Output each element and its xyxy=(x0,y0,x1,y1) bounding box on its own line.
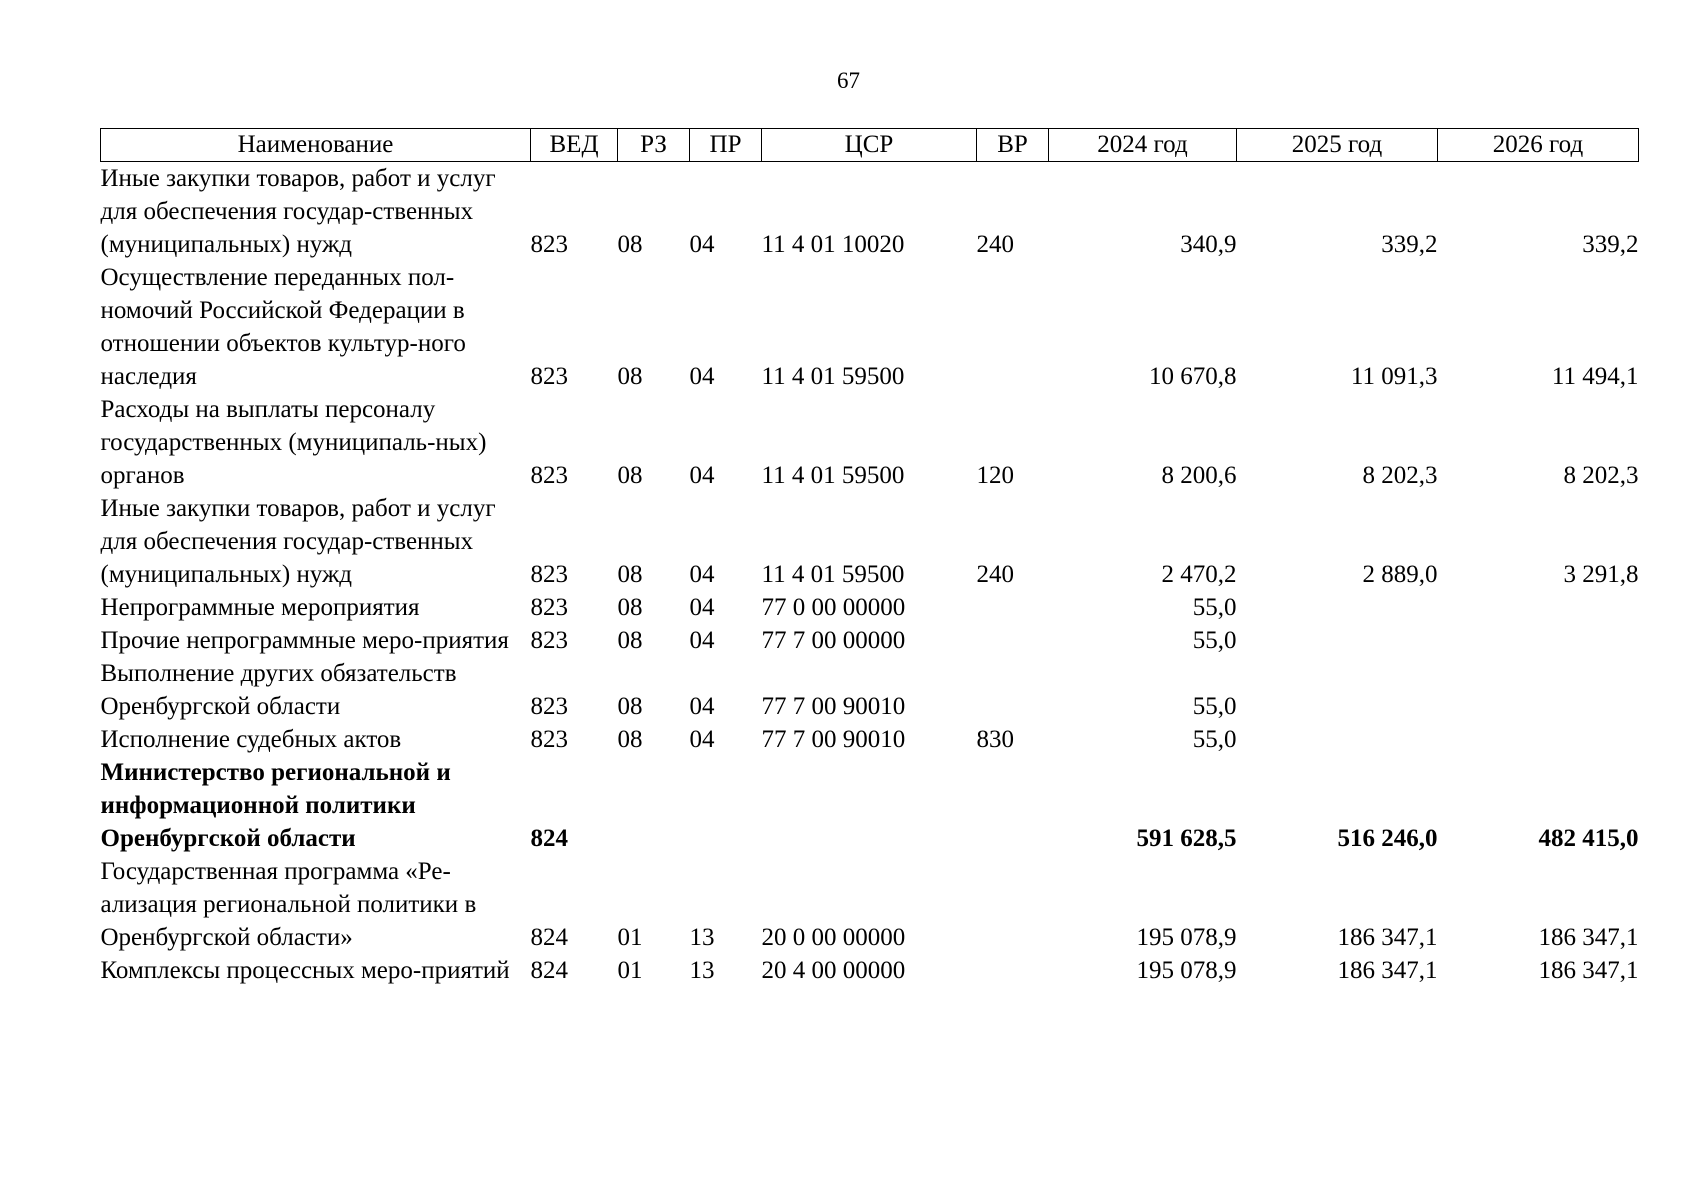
cell-ved: 823 xyxy=(530,231,568,258)
cell-2025 xyxy=(1237,624,1438,657)
cell-2026: 186 347,1 xyxy=(1538,924,1639,951)
table-row xyxy=(101,855,1639,954)
cell-2025: 186 347,1 xyxy=(1337,924,1438,951)
cell-rz: 01 xyxy=(617,924,643,951)
cell-2025: 186 347,1 xyxy=(1337,957,1438,984)
cell-2026 xyxy=(1438,624,1639,657)
cell-csr xyxy=(762,756,977,855)
cell-name: Иные закупки товаров, работ и услуг для обеспечения государ-ственных (муниципальных) нужд xyxy=(100,495,496,588)
cell-2024: 2 470,2 xyxy=(1161,561,1237,588)
cell-vr xyxy=(977,756,1049,855)
header-vr: ВР xyxy=(977,129,1049,162)
cell-csr: 77 7 00 90010 xyxy=(761,693,906,720)
cell-rz: 08 xyxy=(617,231,643,258)
cell-2025: 516 246,0 xyxy=(1337,825,1438,852)
cell-2026 xyxy=(1438,723,1639,756)
cell-2026: 11 494,1 xyxy=(1551,363,1639,390)
cell-ved: 823 xyxy=(530,363,568,390)
cell-pr: 04 xyxy=(689,462,715,489)
cell-rz xyxy=(618,756,690,855)
cell-vr: 830 xyxy=(976,726,1014,753)
cell-rz: 08 xyxy=(617,726,643,753)
header-name: Наименование xyxy=(101,129,531,162)
cell-2024: 195 078,9 xyxy=(1136,924,1237,951)
header-2026: 2026 год xyxy=(1438,129,1639,162)
cell-rz: 08 xyxy=(617,594,643,621)
cell-pr: 04 xyxy=(689,693,715,720)
cell-2024: 55,0 xyxy=(1192,693,1237,720)
cell-2024: 195 078,9 xyxy=(1136,957,1237,984)
cell-2025 xyxy=(1237,723,1438,756)
cell-pr: 13 xyxy=(689,957,715,984)
table-row xyxy=(101,162,1639,262)
cell-ved: 824 xyxy=(530,957,568,984)
table-row xyxy=(101,723,1639,756)
cell-2026: 8 202,3 xyxy=(1563,462,1639,489)
cell-2025: 339,2 xyxy=(1381,231,1438,258)
cell-name: Министерство региональной и информационной политики Оренбургской области xyxy=(100,759,451,852)
cell-vr xyxy=(977,591,1049,624)
cell-name: Непрограммные мероприятия xyxy=(100,594,420,621)
cell-pr: 04 xyxy=(689,726,715,753)
cell-name: Осуществление переданных пол-номочий Российской Федерации в отношении объектов культур-ного наследия xyxy=(100,264,466,390)
cell-name: Исполнение судебных актов xyxy=(100,726,402,753)
cell-pr: 04 xyxy=(689,594,715,621)
cell-pr: 13 xyxy=(689,924,715,951)
header-row xyxy=(101,129,1639,162)
cell-2025: 2 889,0 xyxy=(1362,561,1438,588)
cell-name: Иные закупки товаров, работ и услуг для обеспечения государ-ственных (муниципальных) нужд xyxy=(100,165,496,258)
cell-vr xyxy=(977,261,1049,393)
cell-rz: 08 xyxy=(617,561,643,588)
cell-ved: 823 xyxy=(530,594,568,621)
cell-vr xyxy=(977,855,1049,954)
header-rz: РЗ xyxy=(618,129,690,162)
cell-2025 xyxy=(1237,657,1438,723)
cell-2024: 55,0 xyxy=(1192,627,1237,654)
table-row xyxy=(101,393,1639,492)
cell-2026 xyxy=(1438,591,1639,624)
cell-csr: 20 4 00 00000 xyxy=(761,957,906,984)
cell-csr: 11 4 01 10020 xyxy=(761,231,905,258)
cell-vr xyxy=(977,624,1049,657)
cell-2026: 3 291,8 xyxy=(1563,561,1639,588)
cell-2026: 482 415,0 xyxy=(1538,825,1639,852)
cell-rz: 08 xyxy=(617,462,643,489)
cell-name: Выполнение других обязательств Оренбургской области xyxy=(100,660,457,720)
cell-ved: 823 xyxy=(530,561,568,588)
cell-2024: 55,0 xyxy=(1192,726,1237,753)
cell-vr: 120 xyxy=(976,462,1014,489)
table-row xyxy=(101,261,1639,393)
cell-csr: 77 0 00 00000 xyxy=(761,594,906,621)
cell-ved: 824 xyxy=(530,825,568,852)
table-row xyxy=(101,954,1639,987)
cell-pr xyxy=(690,756,762,855)
table-row xyxy=(101,591,1639,624)
page-number: 67 xyxy=(837,68,860,93)
cell-name: Расходы на выплаты персоналу государственных (муниципаль-ных) органов xyxy=(100,396,487,489)
cell-csr: 11 4 01 59500 xyxy=(761,561,905,588)
cell-pr: 04 xyxy=(689,561,715,588)
cell-name: Комплексы процессных меро-приятий xyxy=(100,957,510,984)
cell-ved: 823 xyxy=(530,627,568,654)
cell-csr: 11 4 01 59500 xyxy=(761,462,905,489)
header-2025: 2025 год xyxy=(1237,129,1438,162)
cell-pr: 04 xyxy=(689,363,715,390)
cell-2024: 8 200,6 xyxy=(1161,462,1237,489)
cell-rz: 08 xyxy=(617,363,643,390)
cell-pr: 04 xyxy=(689,627,715,654)
cell-ved: 823 xyxy=(530,462,568,489)
cell-ved: 823 xyxy=(530,726,568,753)
cell-ved: 823 xyxy=(530,693,568,720)
cell-csr: 20 0 00 00000 xyxy=(761,924,906,951)
cell-rz: 08 xyxy=(617,693,643,720)
budget-table xyxy=(100,128,1639,987)
cell-csr: 11 4 01 59500 xyxy=(761,363,905,390)
cell-vr xyxy=(977,954,1049,987)
cell-2025: 11 091,3 xyxy=(1350,363,1438,390)
cell-2026: 186 347,1 xyxy=(1538,957,1639,984)
table-row xyxy=(101,492,1639,591)
cell-csr: 77 7 00 90010 xyxy=(761,726,906,753)
cell-2024: 591 628,5 xyxy=(1136,825,1237,852)
cell-name: Государственная программа «Ре-ализация региональной политики в Оренбургской области» xyxy=(100,858,477,951)
cell-name: Прочие непрограммные меро-приятия xyxy=(100,627,509,654)
table-row xyxy=(101,756,1639,855)
cell-2024: 10 670,8 xyxy=(1149,363,1237,390)
cell-pr: 04 xyxy=(689,231,715,258)
cell-vr xyxy=(977,657,1049,723)
cell-2024: 55,0 xyxy=(1192,594,1237,621)
header-ved: ВЕД xyxy=(531,129,618,162)
header-csr: ЦСР xyxy=(762,129,977,162)
cell-rz: 08 xyxy=(617,627,643,654)
cell-2026 xyxy=(1438,657,1639,723)
cell-2024: 340,9 xyxy=(1180,231,1237,258)
header-pr: ПР xyxy=(690,129,762,162)
header-2024: 2024 год xyxy=(1049,129,1237,162)
cell-2026: 339,2 xyxy=(1582,231,1639,258)
cell-csr: 77 7 00 00000 xyxy=(761,627,906,654)
cell-2025: 8 202,3 xyxy=(1362,462,1438,489)
table-row xyxy=(101,657,1639,723)
cell-vr: 240 xyxy=(976,231,1014,258)
cell-2025 xyxy=(1237,591,1438,624)
cell-ved: 824 xyxy=(530,924,568,951)
cell-vr: 240 xyxy=(976,561,1014,588)
table-row xyxy=(101,624,1639,657)
cell-rz: 01 xyxy=(617,957,643,984)
